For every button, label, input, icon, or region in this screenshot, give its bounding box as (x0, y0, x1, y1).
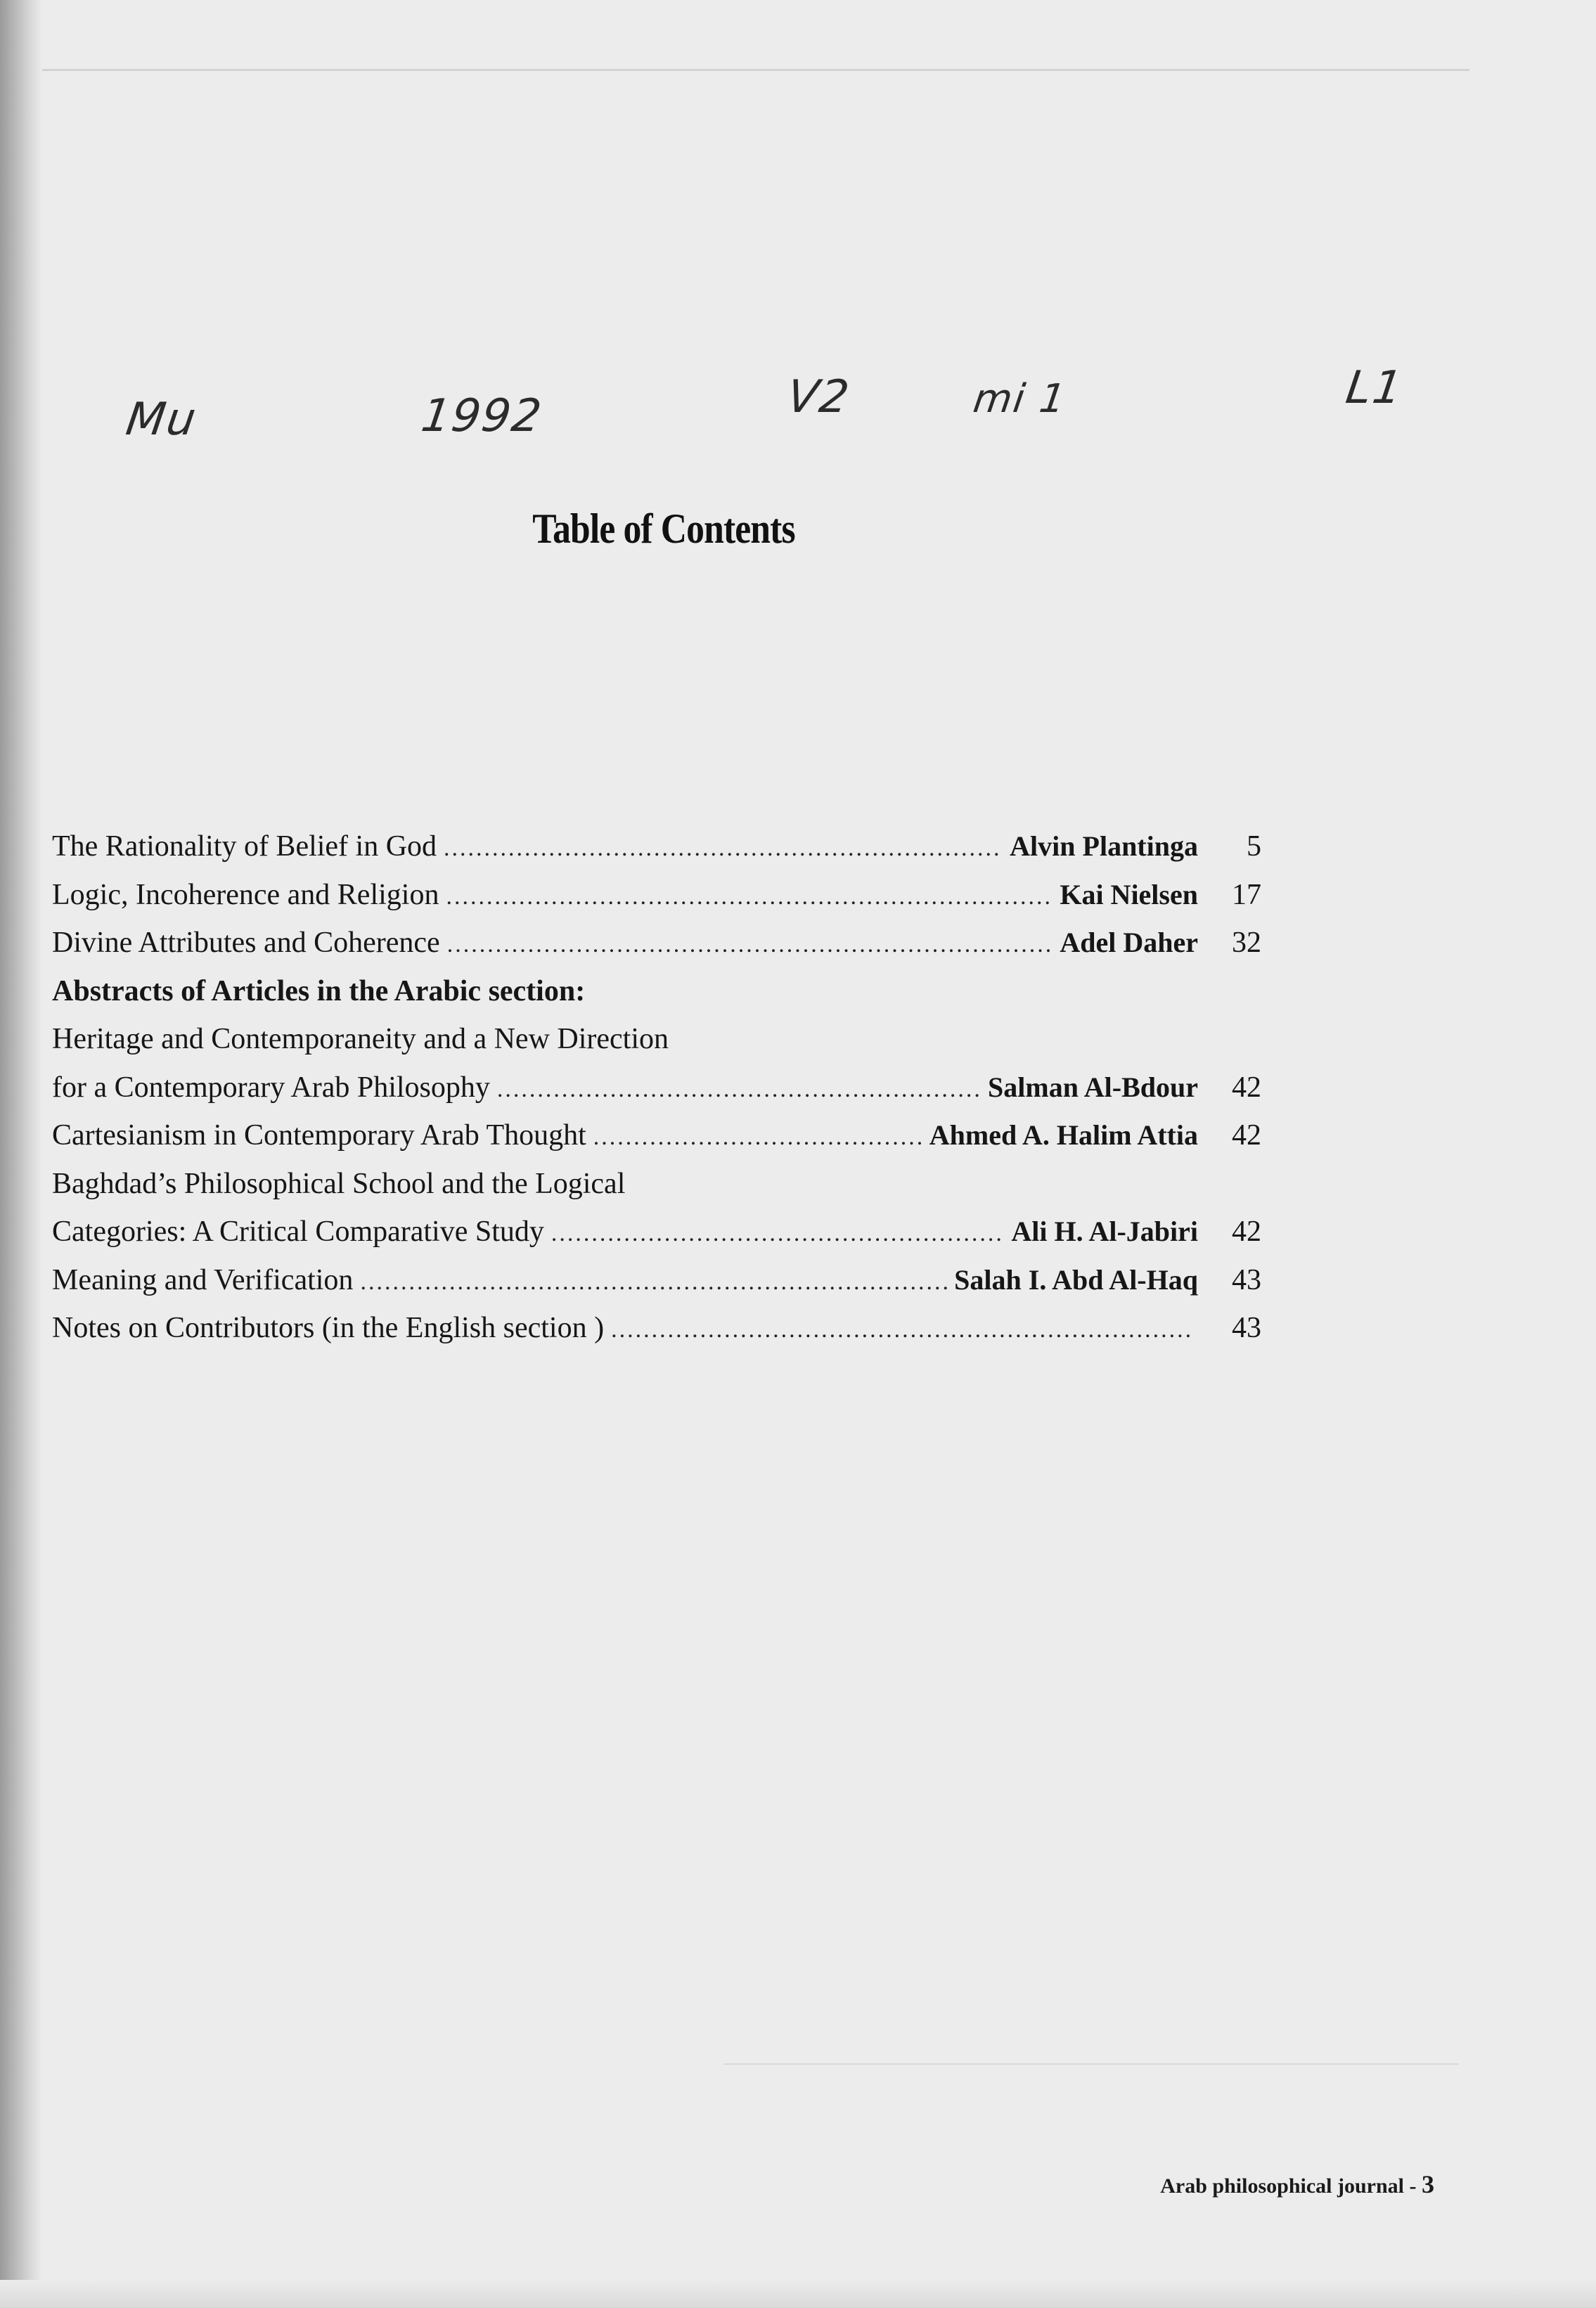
toc-entry-author: Salman Al-Bdour (988, 1071, 1198, 1103)
toc-entry-page: 43 (1232, 1263, 1261, 1296)
dot-leader (593, 1124, 922, 1151)
section-heading-text: Abstracts of Articles in the Arabic section: (52, 974, 586, 1007)
toc-entry-author: Alvin Plantinga (1010, 830, 1198, 862)
toc-entry-author: Adel Daher (1060, 927, 1198, 958)
toc-entry-page: 5 (1247, 830, 1261, 863)
toc-entry[interactable] (52, 878, 1261, 927)
toc-entry-page: 42 (1232, 1071, 1261, 1104)
toc-entry-author: Kai Nielsen (1060, 878, 1198, 910)
dot-leader (611, 1317, 1191, 1343)
dot-leader (551, 1220, 1005, 1247)
toc-entry[interactable] (52, 926, 1261, 974)
toc-entry-title: The Rationality of Belief in God (52, 830, 437, 863)
toc-entry-page: 32 (1232, 927, 1261, 959)
toc-entry-title: Notes on Contributors (in the English section ) (52, 1312, 605, 1344)
toc-entry-page: 17 (1232, 878, 1261, 911)
page-number: 3 (1422, 2170, 1434, 2198)
dot-leader (497, 1076, 981, 1103)
toc-entry[interactable] (52, 830, 1261, 878)
dot-leader (444, 835, 1003, 862)
toc-entry-title: Divine Attributes and Coherence (52, 927, 440, 959)
page-footer (1160, 2170, 1434, 2199)
footer-separator: - (1409, 2174, 1417, 2198)
toc-entry[interactable] (52, 1215, 1261, 1263)
toc-entry-author: Salah I. Abd Al-Haq (954, 1263, 1198, 1296)
toc-entry-title: for a Contemporary Arab Philosophy (52, 1071, 490, 1104)
toc-entry[interactable] (52, 1118, 1261, 1167)
table-of-contents (52, 830, 1261, 1360)
toc-entry-title: Cartesianism in Contemporary Arab Thought (52, 1119, 586, 1152)
toc-entry-title: Logic, Incoherence and Religion (52, 878, 439, 911)
handwritten-note-2: 1992 (418, 390, 546, 442)
dot-leader (446, 884, 1053, 910)
top-rule (42, 69, 1469, 71)
toc-entry-title: Categories: A Critical Comparative Study (52, 1216, 544, 1248)
toc-entry-title-line1: Heritage and Contemporaneity and a New Direction (52, 1023, 669, 1055)
toc-entry-author: Ahmed A. Halim Attia (929, 1119, 1198, 1151)
handwritten-note-4: mi 1 (970, 376, 1070, 422)
toc-entry-title: Meaning and Verification (52, 1263, 354, 1296)
toc-entry-page: 42 (1232, 1119, 1261, 1152)
dot-leader (447, 931, 1053, 958)
toc-entry[interactable] (52, 1071, 1261, 1119)
handwritten-note-3: V2 (783, 371, 854, 423)
handwritten-note-5: L1 (1342, 362, 1407, 414)
dot-leader (360, 1269, 947, 1296)
toc-entry-author: Ali H. Al-Jabiri (1011, 1216, 1198, 1247)
toc-entry[interactable] (52, 1263, 1261, 1312)
toc-entry[interactable] (52, 1311, 1261, 1360)
journal-name: Arab philosophical journal (1160, 2174, 1404, 2198)
handwritten-note-1: Mu (122, 394, 200, 446)
page-bottom-shadow (0, 2280, 1596, 2308)
page-shadow (0, 0, 42, 2308)
toc-entry-continued-line (52, 1022, 1261, 1071)
page-title: Table of Contents (532, 505, 795, 553)
toc-entry-continued-line (52, 1167, 1261, 1216)
toc-entry-page: 42 (1232, 1216, 1261, 1248)
toc-entry-title-line1: Baghdad’s Philosophical School and the Logical (52, 1167, 626, 1200)
bottom-rule (724, 2063, 1459, 2065)
section-heading (52, 974, 1261, 1023)
toc-entry-page: 43 (1232, 1312, 1261, 1344)
